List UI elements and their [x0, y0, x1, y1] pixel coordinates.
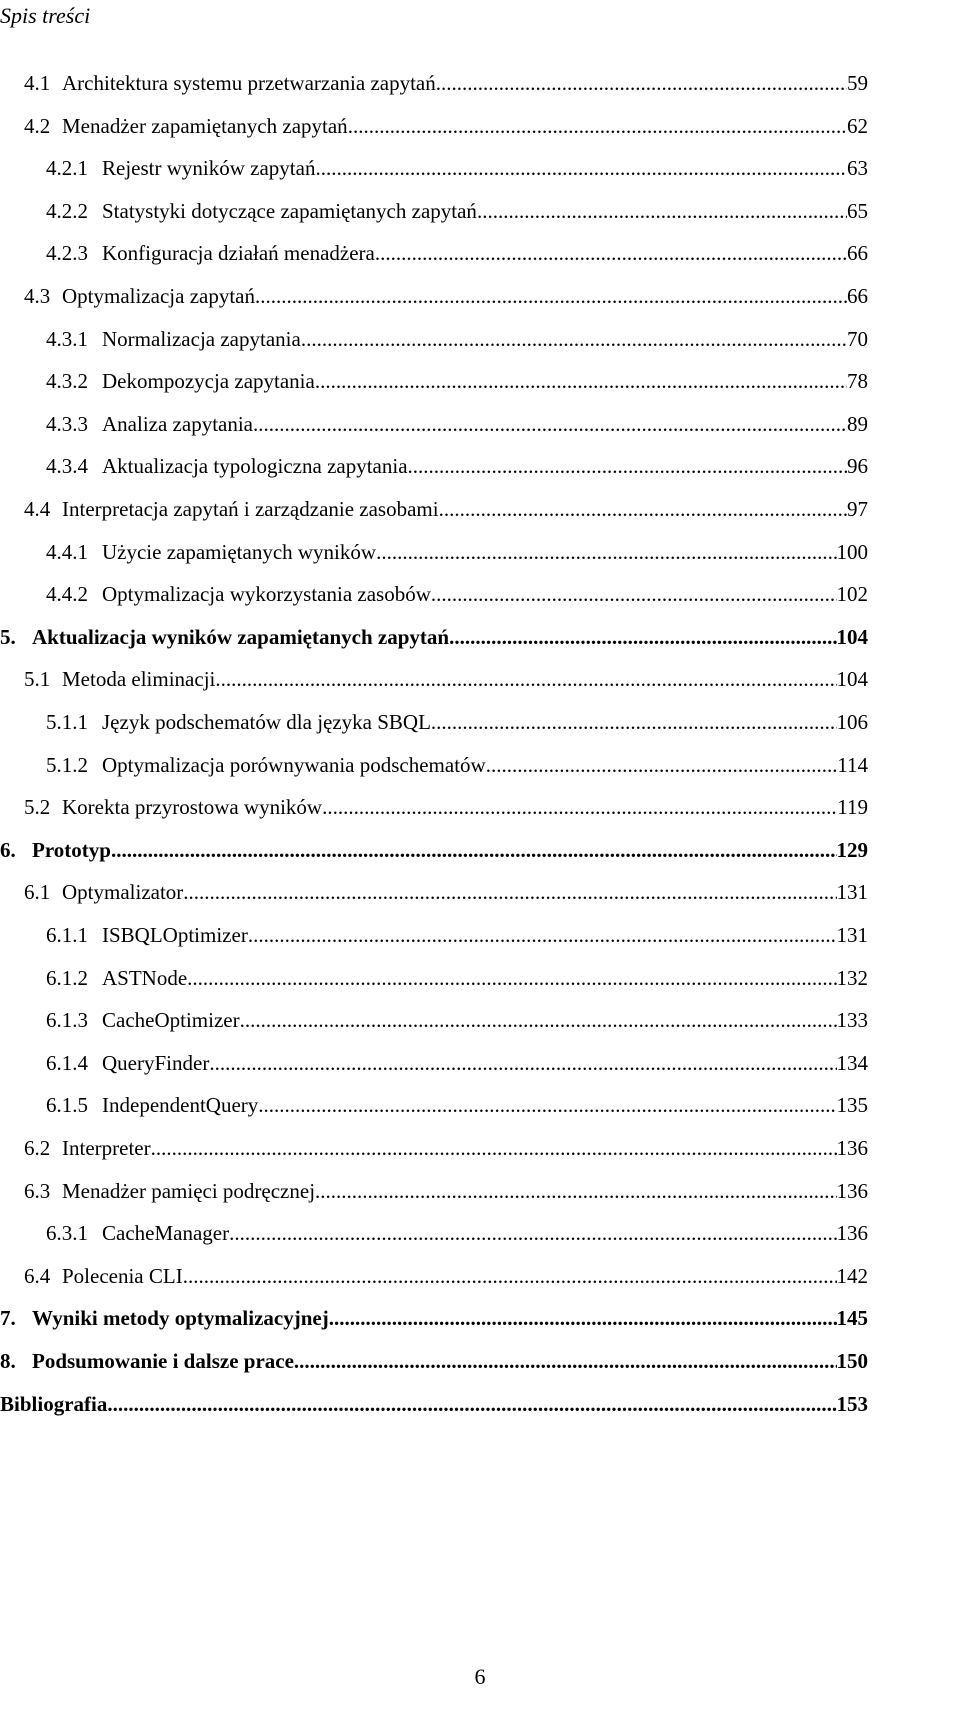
toc-entry-title: Interpretacja zapytań i zarządzanie zasobami: [62, 497, 439, 521]
toc-entry-title: Aktualizacja typologiczna zapytania: [102, 454, 408, 479]
toc-entry[interactable]: [0, 620, 868, 654]
toc-dot-leader: [375, 236, 847, 270]
toc-entry[interactable]: [46, 577, 868, 611]
toc-entry[interactable]: [24, 875, 868, 909]
toc-entry-page: 59: [847, 71, 868, 95]
toc-entry-page: 135: [836, 1093, 868, 1118]
toc-entry-title: Język podschematów dla języka SBQL: [102, 710, 431, 734]
toc-entry-title: ISBQLOptimizer: [102, 923, 248, 947]
toc-dot-leader: [209, 1046, 836, 1080]
toc-entry[interactable]: [46, 364, 868, 398]
toc-entry-number: 6.1.1: [46, 923, 88, 947]
toc-entry-page: 136: [836, 1136, 868, 1160]
toc-dot-leader: [229, 1216, 836, 1250]
toc-entry[interactable]: [24, 279, 868, 313]
toc-entry-title: Polecenia CLI: [62, 1263, 183, 1288]
toc-entry-page: 134: [836, 1050, 868, 1075]
toc-entry-title: Normalizacja zapytania: [102, 326, 301, 351]
toc-entry[interactable]: [24, 1174, 868, 1208]
toc-entry-number: 5.1: [24, 667, 51, 692]
toc-entry-title: Interpreter: [62, 1136, 151, 1160]
toc-entry[interactable]: [46, 322, 868, 356]
toc-entry-number: 6.4: [24, 1263, 51, 1288]
toc-entry-number: 6.1.4: [46, 1050, 88, 1075]
toc-entry-number: 4.3.1: [46, 326, 88, 351]
toc-dot-leader: [477, 194, 847, 228]
toc-entry-number: 4.4.1: [46, 539, 88, 564]
toc-dot-leader: [183, 1259, 837, 1293]
toc-entry-page: 100: [836, 539, 868, 564]
toc-entry-title: Metoda eliminacji: [62, 667, 216, 692]
toc-entry-title: Optymalizacja zapytań: [62, 284, 255, 308]
toc-entry[interactable]: [24, 492, 868, 526]
toc-entry-number: 6.3.1: [46, 1221, 88, 1246]
toc-entry-title: Optymalizacja porównywania podschematów: [102, 752, 486, 777]
toc-entry-page: 129: [836, 837, 868, 862]
toc-entry-number: 4.4: [24, 497, 51, 521]
toc-entry-title: Wyniki metody optymalizacyjnej: [32, 1306, 329, 1331]
toc-entry-title: Konfiguracja działań menadżera: [102, 241, 375, 266]
toc-entry-title: Menadżer zapamiętanych zapytań: [62, 113, 348, 138]
toc-entry-page: 145: [836, 1306, 868, 1331]
toc-entry-page: 89: [847, 411, 868, 436]
toc-entry-title: Optymalizacja wykorzystania zasobów: [102, 582, 431, 607]
toc-entry-page: 104: [836, 624, 868, 649]
toc-dot-leader: [294, 1344, 837, 1378]
toc-dot-leader: [315, 1174, 836, 1208]
toc-entry-number: 5.1.2: [46, 752, 88, 777]
toc-dot-leader: [215, 662, 836, 696]
toc-entry-number: 4.3.2: [46, 369, 88, 394]
toc-entry-number: 6.3: [24, 1178, 51, 1203]
toc-entry[interactable]: [24, 109, 868, 143]
toc-entry-number: 4.3: [24, 284, 51, 308]
toc-entry-number: 4.4.2: [46, 582, 88, 607]
toc-entry[interactable]: [24, 662, 868, 696]
toc-dot-leader: [240, 1003, 837, 1037]
toc-entry-page: 136: [836, 1221, 868, 1246]
toc-dot-leader: [107, 1387, 836, 1421]
toc-entry-title: Dekompozycja zapytania: [102, 369, 315, 394]
toc-entry[interactable]: [24, 790, 868, 824]
toc-entry-title: Menadżer pamięci podręcznej: [62, 1178, 316, 1203]
toc-entry-page: 114: [837, 752, 868, 777]
toc-entry-page: 66: [847, 241, 868, 266]
toc-entry[interactable]: [46, 961, 868, 995]
toc-dot-leader: [431, 705, 837, 739]
toc-entry-title: QueryFinder: [102, 1050, 210, 1075]
toc-dot-leader: [439, 492, 847, 526]
toc-entry-number: 6.: [0, 837, 16, 862]
toc-dot-leader: [436, 66, 847, 100]
toc-dot-leader: [301, 322, 847, 356]
toc-dot-leader: [431, 577, 837, 611]
toc-entry-number: 5.: [0, 624, 16, 649]
toc-entry-page: 131: [836, 923, 868, 947]
toc-entry-title: Optymalizator: [62, 880, 184, 905]
toc-entry-title: Użycie zapamiętanych wyników: [102, 539, 377, 564]
toc-dot-leader: [187, 961, 836, 995]
toc-entry-number: 7.: [0, 1306, 16, 1331]
toc-dot-leader: [449, 620, 836, 654]
toc-entry-title: Rejestr wyników zapytań: [102, 156, 316, 181]
toc-entry-number: 6.2: [24, 1136, 51, 1160]
toc-entry-number: 4.2.3: [46, 241, 88, 266]
toc-dot-leader: [183, 875, 836, 909]
toc-entry-title: ASTNode: [102, 965, 188, 990]
toc-entry[interactable]: [46, 407, 868, 441]
toc-entry-number: 4.2.2: [46, 198, 88, 223]
toc-entry[interactable]: [24, 1131, 868, 1165]
toc-dot-leader: [348, 109, 847, 143]
toc-entry[interactable]: [46, 918, 868, 952]
toc-entry-title: Aktualizacja wyników zapamiętanych zapytań: [32, 624, 450, 649]
toc-dot-leader: [408, 449, 847, 483]
toc-dot-leader: [248, 918, 837, 952]
toc-entry-page: 142: [836, 1263, 868, 1288]
toc-entry-number: 5.2: [24, 795, 51, 820]
toc-entry[interactable]: [46, 748, 868, 782]
toc-entry[interactable]: [46, 535, 868, 569]
toc-entry-number: 6.1.2: [46, 965, 88, 990]
toc-entry[interactable]: [46, 236, 868, 270]
toc-dot-leader: [315, 151, 847, 185]
toc-entry-number: 6.1.5: [46, 1093, 88, 1118]
toc-dot-leader: [111, 833, 837, 867]
toc-entry-number: 6.1.3: [46, 1008, 88, 1033]
toc-entry-page: 119: [837, 795, 868, 820]
toc-entry-page: 136: [836, 1178, 868, 1203]
toc-dot-leader: [322, 790, 837, 824]
toc-entry-page: 104: [836, 667, 868, 692]
toc-entry-title: Korekta przyrostowa wyników: [62, 795, 323, 820]
toc-entry[interactable]: [24, 1259, 868, 1293]
toc-dot-leader: [258, 1088, 836, 1122]
toc-entry-number: 4.3.4: [46, 454, 88, 479]
toc-entry[interactable]: [46, 1088, 868, 1122]
toc-entry-number: 8.: [0, 1349, 16, 1373]
toc-dot-leader: [151, 1131, 837, 1165]
toc-dot-leader: [255, 279, 847, 313]
page-title: Spis treści: [0, 3, 91, 28]
toc-entry-page: 153: [836, 1391, 868, 1416]
toc-entry[interactable]: [0, 1387, 868, 1421]
toc-entry[interactable]: [46, 449, 868, 483]
toc-entry-title: Statystyki dotyczące zapamiętanych zapytań: [102, 198, 477, 223]
toc-entry-title: CacheManager: [102, 1221, 230, 1246]
toc-entry-title: Architektura systemu przetwarzania zapytań: [62, 71, 436, 95]
toc-entry-page: 97: [847, 497, 868, 521]
toc-entry[interactable]: [46, 151, 868, 185]
toc-entry-page: 63: [847, 156, 868, 181]
toc-entry-number: 4.2: [24, 113, 51, 138]
toc-entry-page: 62: [847, 113, 868, 138]
toc-dot-leader: [253, 407, 847, 441]
toc-dot-leader: [486, 748, 838, 782]
toc-entry-page: 70: [847, 326, 868, 351]
toc-entry-page: 102: [836, 582, 868, 607]
toc-entry-page: 150: [836, 1349, 868, 1373]
toc-entry-title: Podsumowanie i dalsze prace: [32, 1349, 294, 1373]
toc-entry-number: 4.3.3: [46, 411, 88, 436]
toc-entry[interactable]: [0, 1301, 868, 1335]
toc-entry-number: 6.1: [24, 880, 51, 905]
toc-entry-page: 78: [847, 369, 868, 394]
toc-dot-leader: [329, 1301, 837, 1335]
page-number: 6: [474, 1664, 486, 1689]
toc-entry-title: IndependentQuery: [102, 1093, 259, 1118]
toc-entry-number: 4.2.1: [46, 156, 88, 181]
toc-entry-title: Analiza zapytania: [102, 411, 253, 436]
toc-entry[interactable]: [46, 1046, 868, 1080]
toc-entry-title: Bibliografia: [0, 1391, 108, 1416]
toc-dot-leader: [376, 535, 836, 569]
toc-dot-leader: [315, 364, 847, 398]
toc-entry[interactable]: [24, 66, 868, 100]
toc-entry-title: Prototyp: [32, 837, 111, 862]
toc-entry-number: 4.1: [24, 71, 51, 95]
toc-entry[interactable]: [46, 1003, 868, 1037]
toc-entry-page: 66: [847, 284, 868, 308]
toc-entry-page: 131: [836, 880, 868, 905]
toc-entry[interactable]: [0, 1344, 868, 1378]
toc-entry[interactable]: [46, 1216, 868, 1250]
toc-entry-page: 133: [836, 1008, 868, 1033]
toc-entry-page: 132: [836, 965, 868, 990]
toc-entry[interactable]: [0, 833, 868, 867]
toc-entry[interactable]: [46, 705, 868, 739]
toc-entry-number: 5.1.1: [46, 710, 88, 734]
toc-entry-page: 106: [836, 710, 868, 734]
toc-entry-page: 65: [847, 198, 868, 223]
toc-entry-page: 96: [847, 454, 868, 479]
toc-entry-title: CacheOptimizer: [102, 1008, 240, 1033]
toc-entry[interactable]: [46, 194, 868, 228]
